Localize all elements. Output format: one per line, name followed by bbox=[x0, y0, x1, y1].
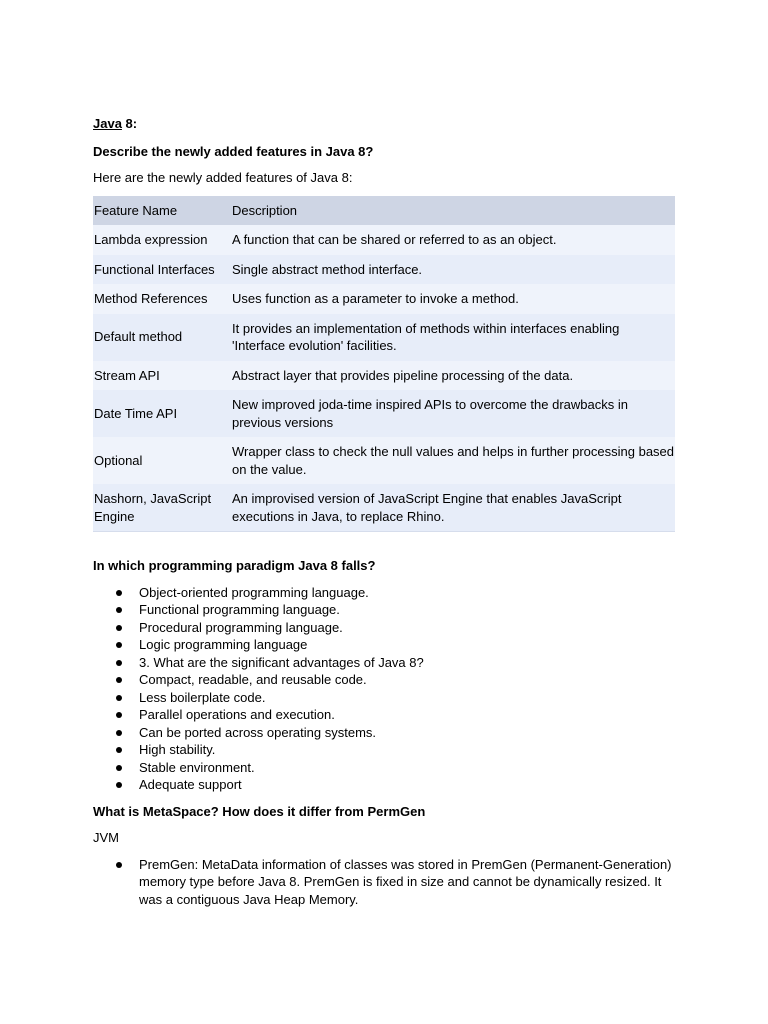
features-table bbox=[93, 196, 675, 533]
feature-description-cell: It provides an implementation of methods within interfaces enabling 'Interface evolution' facilities. bbox=[231, 314, 675, 361]
bullet-icon bbox=[116, 782, 122, 788]
bullet-icon bbox=[116, 660, 122, 666]
table-row bbox=[93, 437, 675, 484]
feature-name-cell: Lambda expression bbox=[93, 225, 231, 255]
bullet-icon bbox=[116, 642, 122, 648]
feature-description-cell: Abstract layer that provides pipeline processing of the data. bbox=[231, 361, 675, 391]
feature-name-cell: Date Time API bbox=[93, 390, 231, 437]
bullet-icon bbox=[116, 862, 122, 868]
title-java: Java bbox=[93, 116, 122, 131]
feature-name-cell: Default method bbox=[93, 314, 231, 361]
metaspace-list bbox=[93, 856, 675, 909]
feature-description-cell: Single abstract method interface. bbox=[231, 255, 675, 285]
list-item-text: 3. What are the significant advantages of Java 8? bbox=[139, 654, 424, 670]
list-item bbox=[139, 654, 675, 672]
question-metaspace-heading: What is MetaSpace? How does it differ from PermGen bbox=[93, 803, 426, 819]
list-item-text: Procedural programming language. bbox=[139, 619, 343, 635]
feature-description-cell: New improved joda-time inspired APIs to overcome the drawbacks in previous versions bbox=[231, 390, 675, 437]
question-features-heading: Describe the newly added features in Java 8? bbox=[93, 143, 374, 159]
bullet-icon bbox=[116, 625, 122, 631]
bullet-icon bbox=[116, 730, 122, 736]
bullet-icon bbox=[116, 607, 122, 613]
bullet-icon bbox=[116, 765, 122, 771]
table-row bbox=[93, 390, 675, 437]
bullet-icon bbox=[116, 695, 122, 701]
list-item-text: Can be ported across operating systems. bbox=[139, 724, 377, 740]
table-row bbox=[93, 314, 675, 361]
list-item bbox=[139, 776, 675, 794]
bullet-icon bbox=[116, 590, 122, 596]
jvm-label: JVM bbox=[93, 830, 119, 845]
features-intro: Here are the newly added features of Java 8: bbox=[93, 170, 353, 185]
bullet-icon bbox=[116, 747, 122, 753]
bullet-icon bbox=[116, 712, 122, 718]
header-feature-name: Feature Name bbox=[93, 196, 231, 226]
list-item bbox=[139, 706, 675, 724]
feature-name-cell: Stream API bbox=[93, 361, 231, 391]
list-item-text: Adequate support bbox=[139, 777, 242, 792]
table-row bbox=[93, 361, 675, 391]
bullet-icon bbox=[116, 677, 122, 683]
feature-description-cell: Uses function as a parameter to invoke a method. bbox=[231, 284, 675, 314]
list-item bbox=[139, 741, 675, 759]
feature-name-cell: Method References bbox=[93, 284, 231, 314]
list-item-text: Object-oriented programming language. bbox=[139, 584, 369, 600]
table-row bbox=[93, 484, 675, 532]
paradigm-list bbox=[93, 584, 675, 794]
table-row bbox=[93, 284, 675, 314]
list-item bbox=[139, 636, 675, 654]
list-item-text: Logic programming language bbox=[139, 637, 308, 652]
feature-name-cell: Optional bbox=[93, 437, 231, 484]
list-item bbox=[139, 759, 675, 777]
header-description: Description bbox=[231, 196, 675, 226]
list-item-text: PremGen: MetaData information of classes was stored in PremGen (Permanent-Generation) memory type before Java 8. PremGen is fixed in size and cannot be dynamically resized. It was a contiguous Java Heap Memory. bbox=[139, 856, 672, 907]
list-item-text: Functional programming language. bbox=[139, 602, 340, 617]
question-paradigm-heading: In which programming paradigm Java 8 falls? bbox=[93, 558, 376, 573]
doc-title bbox=[93, 115, 675, 133]
feature-description-cell: Wrapper class to check the null values and helps in further processing based on the value. bbox=[231, 437, 675, 484]
list-item bbox=[139, 601, 675, 619]
table-row bbox=[93, 225, 675, 255]
feature-name-cell: Nashorn, JavaScript Engine bbox=[93, 484, 231, 532]
feature-description-cell: An improvised version of JavaScript Engine that enables JavaScript executions in Java, to replace Rhino. bbox=[231, 484, 675, 532]
feature-name-cell: Functional Interfaces bbox=[93, 255, 231, 285]
list-item bbox=[139, 856, 675, 909]
list-item bbox=[139, 619, 675, 637]
document-page bbox=[93, 115, 675, 917]
list-item-text: Compact, readable, and reusable code. bbox=[139, 672, 367, 687]
list-item bbox=[139, 724, 675, 742]
list-item-text: Stable environment. bbox=[139, 759, 255, 775]
list-item bbox=[139, 584, 675, 602]
title-rest: 8: bbox=[121, 116, 138, 131]
list-item-text: Less boilerplate code. bbox=[139, 689, 266, 705]
list-item bbox=[139, 689, 675, 707]
list-item-text: High stability. bbox=[139, 742, 216, 757]
table-header-row bbox=[93, 196, 675, 226]
table-row bbox=[93, 255, 675, 285]
feature-description-cell: A function that can be shared or referred to as an object. bbox=[231, 225, 675, 255]
list-item-text: Parallel operations and execution. bbox=[139, 707, 335, 722]
list-item bbox=[139, 671, 675, 689]
